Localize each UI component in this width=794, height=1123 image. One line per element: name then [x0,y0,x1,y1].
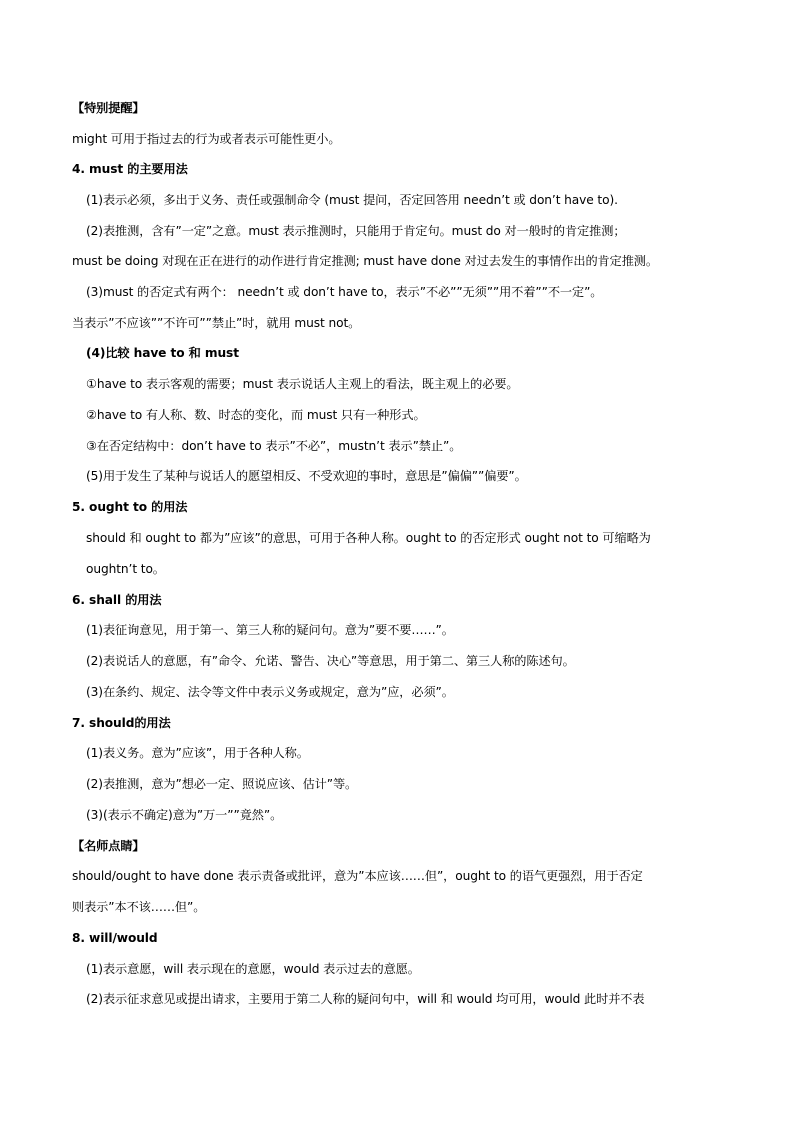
section-heading: 【特别提醒】 [72,101,145,115]
text-line: (1)表示意愿，will 表示现在的意愿，would 表示过去的意愿。 [86,962,420,976]
text-line: 则表示”本不该……但”。 [72,900,206,914]
text-line: (1)表示必须，多出于义务、责任或强制命令 (must 提问，否定回答用 needn’t 或 don’t have to). [86,193,618,207]
section-heading: 8. will/would [72,931,158,945]
text-line: (2)表说话人的意愿，有”命令、允诺、警告、决心”等意思，用于第二、第三人称的陈述句。 [86,654,575,668]
section-heading: 4. must 的主要用法 [72,162,188,176]
text-line: (3)must 的否定式有两个： needn’t 或 don’t have to，表示”不必””无须””用不着””不一定”。 [86,285,603,299]
text-line: (2)表示征求意见或提出请求，主要用于第二人称的疑问句中，will 和 would 均可用，would 此时并不表 [86,992,645,1006]
text-line: must be doing 对现在正在进行的动作进行肯定推测; must have done 对过去发生的事情作出的肯定推测。 [72,254,658,268]
text-line: ③在否定结构中：don’t have to 表示”不必”，mustn’t 表示”禁止”。 [86,439,462,453]
text-line: (1)表征询意见，用于第一、第三人称的疑问句。意为”要不要……”。 [86,623,454,637]
text-line: might 可用于指过去的行为或者表示可能性更小。 [72,132,341,146]
section-heading: 5. ought to 的用法 [72,500,188,514]
text-line: should 和 ought to 都为”应该”的意思，可用于各种人称。ought to 的否定形式 ought not to 可缩略为 [86,531,651,545]
text-line: 当表示”不应该””不许可””禁止”时，就用 must not。 [72,316,361,330]
text-line: (2)表推测，含有”一定”之意。must 表示推测时，只能用于肯定句。must do 对一般时的肯定推测； [86,224,626,238]
text-line: should/ought to have done 表示责备或批评，意为”本应该……但”，ought to 的语气更强烈，用于否定 [72,869,643,883]
section-heading: 7. should的用法 [72,716,171,730]
text-line: (5)用于发生了某种与说话人的愿望相反、不受欢迎的事时，意思是”偏偏””偏要”。 [86,469,527,483]
section-heading: 6. shall 的用法 [72,593,162,607]
text-line: (2)表推测，意为”想必一定、照说应该、估计”等。 [86,777,358,791]
text-line: (3)(表示不确定)意为”万一””竟然”。 [86,808,283,822]
text-line: ②have to 有人称、数、时态的变化，而 must 只有一种形式。 [86,408,426,422]
text-line: (1)表义务。意为”应该”，用于各种人称。 [86,746,309,760]
text-line: ①have to 表示客观的需要；must 表示说话人主观上的看法，既主观上的必要。 [86,377,519,391]
text-line: (3)在条约、规定、法令等文件中表示义务或规定，意为”应，必须”。 [86,685,454,699]
section-heading: (4)比较 have to 和 must [86,346,239,360]
section-heading: 【名师点睛】 [72,839,145,853]
text-line: oughtn’t to。 [86,562,165,576]
